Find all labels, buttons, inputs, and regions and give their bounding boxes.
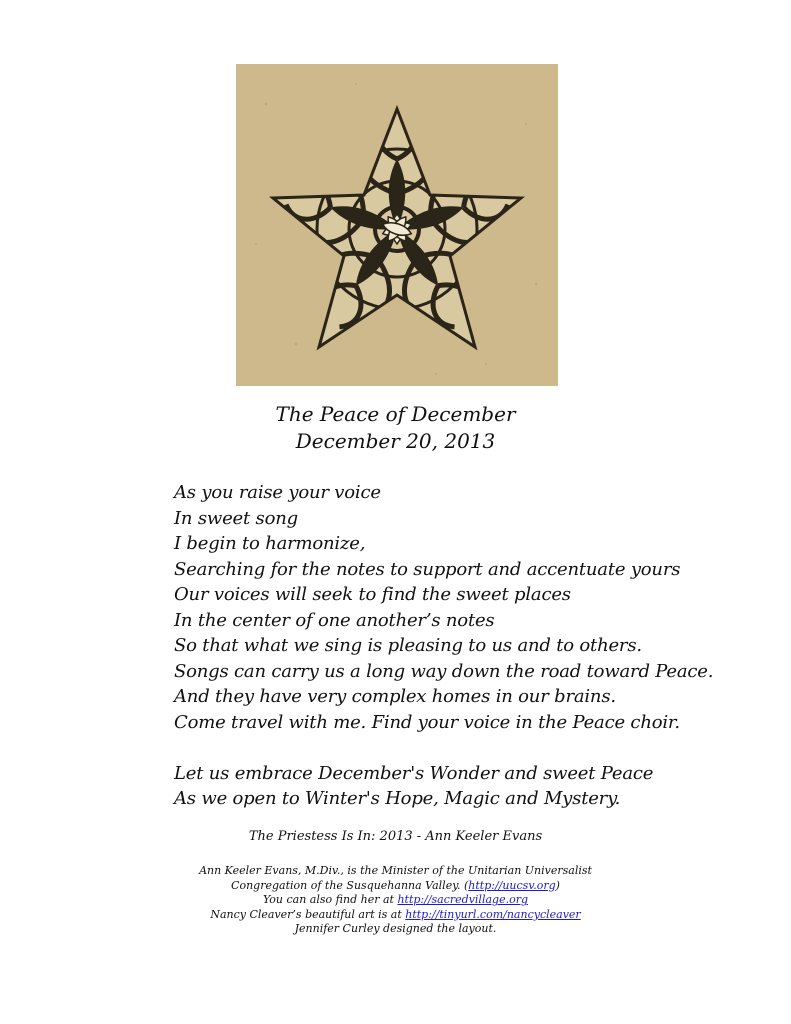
poem-line: I begin to harmonize, bbox=[174, 533, 366, 554]
footer-art-text: Nancy Cleaver’s beautiful art is at bbox=[210, 907, 406, 921]
poem-line: In the center of one another’s notes bbox=[174, 609, 495, 631]
poem-line: And they have very complex homes in our brains. bbox=[174, 686, 616, 707]
poem-line: Let us embrace December's Wonder and sweet Peace bbox=[174, 762, 654, 784]
poem-line: So that what we sing is pleasing to us and to others. bbox=[174, 635, 642, 656]
poem-line: In sweet song bbox=[174, 507, 298, 529]
sacredvillage-link[interactable]: http://sacredvillage.org bbox=[397, 893, 528, 907]
poem-title: The Peace of December bbox=[275, 402, 516, 426]
footer-line-congregation bbox=[0, 879, 791, 894]
footer-line-art bbox=[0, 908, 791, 923]
poem-line: As you raise your voice bbox=[174, 482, 381, 503]
star-mandala-artwork bbox=[236, 64, 558, 386]
poem-line: Our voices will seek to find the sweet places bbox=[174, 584, 571, 605]
star-mandala-icon bbox=[236, 64, 558, 386]
poem-body bbox=[174, 480, 713, 812]
poem-line: Come travel with me. Find your voice in the Peace choir. bbox=[174, 711, 680, 733]
footer-line-layout: Jennifer Curley designed the layout. bbox=[294, 922, 497, 936]
poem-date: December 20, 2013 bbox=[295, 429, 496, 453]
poem-line: Songs can carry us a long way down the road toward Peace. bbox=[174, 660, 714, 682]
footer-congregation-end: ) bbox=[555, 878, 560, 892]
footer-congregation-text: Congregation of the Susquehanna Valley. ( bbox=[231, 878, 469, 892]
poem-line: Searching for the notes to support and accentuate yours bbox=[174, 558, 681, 580]
footer-notes bbox=[0, 864, 791, 937]
poem-line: As we open to Winter's Hope, Magic and Mystery. bbox=[174, 788, 621, 809]
footer-line-bio: Ann Keeler Evans, M.Div., is the Minister of the Unitarian Universalist bbox=[199, 864, 592, 877]
author-credit: The Priestess Is In: 2013 - Ann Keeler Evans bbox=[248, 829, 543, 844]
uucsv-link[interactable]: http://uucsv.org bbox=[468, 878, 556, 892]
nancycleaver-link[interactable]: http://tinyurl.com/nancycleaver bbox=[405, 907, 581, 921]
stanza-break bbox=[174, 735, 713, 761]
footer-line-sacredvillage bbox=[0, 893, 791, 908]
footer-sacredvillage-text: You can also find her at bbox=[263, 893, 398, 907]
